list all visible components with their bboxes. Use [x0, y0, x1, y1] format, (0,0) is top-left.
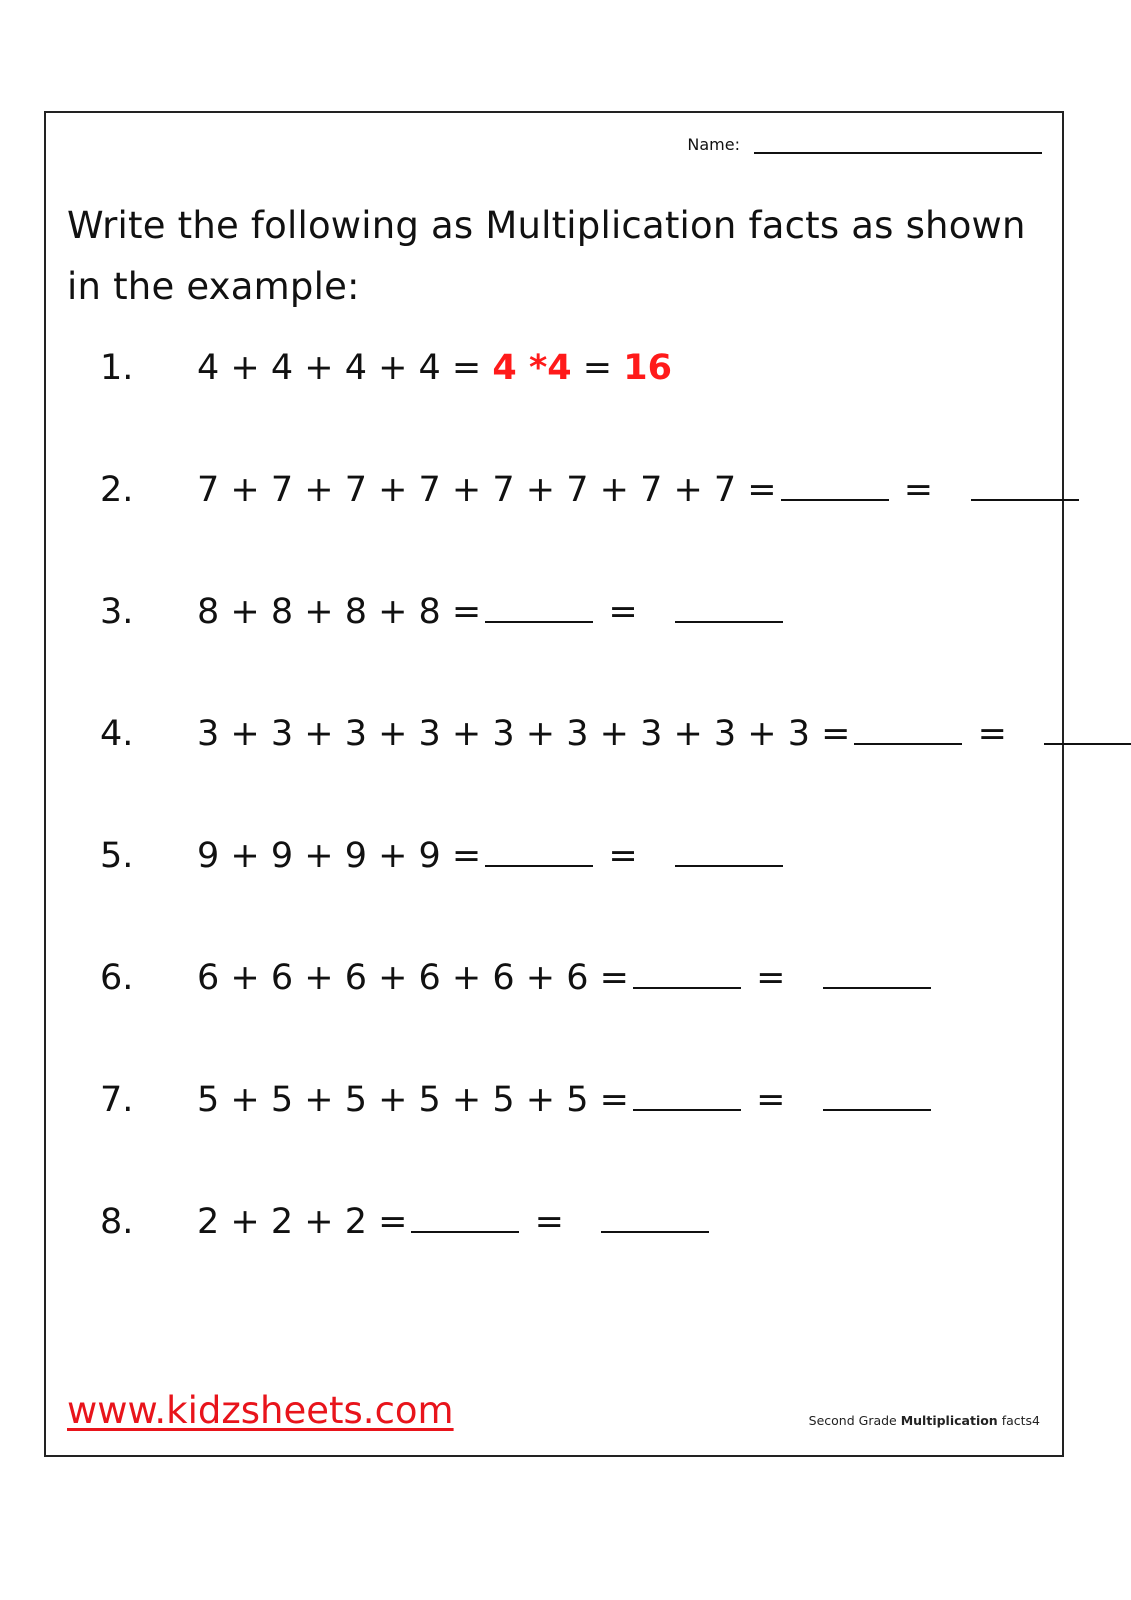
problem-equals: =	[756, 958, 786, 998]
problem-sum: 9 + 9 + 9 + 9 =	[197, 836, 482, 876]
problem-equation	[197, 1080, 935, 1120]
problem-sum: 4 + 4 + 4 + 4 =	[197, 348, 482, 388]
footer-note-prefix: Second Grade	[808, 1413, 901, 1428]
problem-sum: 6 + 6 + 6 + 6 + 6 + 6 =	[197, 958, 629, 998]
product-answer-blank[interactable]	[633, 959, 741, 989]
product-answer-blank[interactable]	[854, 715, 962, 745]
problem-number: 7.	[100, 1080, 134, 1120]
product-answer-blank[interactable]	[411, 1203, 519, 1233]
problem-equals: =	[534, 1202, 564, 1242]
problem-equals: =	[756, 1080, 786, 1120]
problem-number: 2.	[100, 470, 134, 510]
problem-number: 3.	[100, 592, 134, 632]
result-answer-blank[interactable]	[601, 1203, 709, 1233]
result-answer-blank[interactable]	[823, 959, 931, 989]
example-result: 16	[623, 348, 672, 388]
name-blank[interactable]	[754, 138, 1042, 154]
problem-equation	[197, 836, 787, 876]
result-answer-blank[interactable]	[971, 471, 1079, 501]
website-link[interactable]: www.kidzsheets.com	[67, 1389, 454, 1432]
instructions-text: Write the following as Multiplication facts as shown in the example:	[67, 204, 1026, 308]
problem-equation	[197, 592, 787, 632]
problem-equation	[197, 470, 1083, 510]
problem-equals: =	[903, 470, 934, 510]
problem-number: 5.	[100, 836, 134, 876]
problem-equation	[197, 714, 1131, 754]
footer-note	[809, 1413, 1040, 1428]
problem-number: 4.	[100, 714, 134, 754]
problem-equation	[197, 1202, 713, 1242]
problem-number: 1.	[100, 348, 134, 388]
result-answer-blank[interactable]	[823, 1081, 931, 1111]
problem-sum: 2 + 2 + 2 =	[197, 1202, 408, 1242]
example-equals: =	[582, 348, 613, 388]
name-field-row	[687, 135, 1042, 154]
name-label: Name:	[687, 135, 740, 154]
footer-note-bold: Multiplication	[900, 1413, 998, 1428]
problem-equation	[197, 348, 672, 388]
product-answer-blank[interactable]	[485, 837, 593, 867]
result-answer-blank[interactable]	[1044, 715, 1131, 745]
problem-sum: 5 + 5 + 5 + 5 + 5 + 5 =	[197, 1080, 629, 1120]
problem-sum: 8 + 8 + 8 + 8 =	[197, 592, 482, 632]
problem-number: 6.	[100, 958, 134, 998]
product-answer-blank[interactable]	[781, 471, 889, 501]
problem-sum: 3 + 3 + 3 + 3 + 3 + 3 + 3 + 3 + 3 =	[197, 714, 851, 754]
result-answer-blank[interactable]	[675, 593, 783, 623]
problem-equals: =	[608, 836, 638, 876]
problem-equals: =	[977, 714, 1007, 754]
footer-note-suffix: facts4	[997, 1413, 1040, 1428]
result-answer-blank[interactable]	[675, 837, 783, 867]
product-answer-blank[interactable]	[485, 593, 593, 623]
product-answer-blank[interactable]	[633, 1081, 741, 1111]
problem-sum: 7 + 7 + 7 + 7 + 7 + 7 + 7 + 7 =	[197, 470, 777, 510]
worksheet-page	[44, 111, 1064, 1457]
problem-equals: =	[608, 592, 638, 632]
problem-number: 8.	[100, 1202, 134, 1242]
problem-equation	[197, 958, 935, 998]
example-product: 4 *4	[492, 348, 572, 388]
